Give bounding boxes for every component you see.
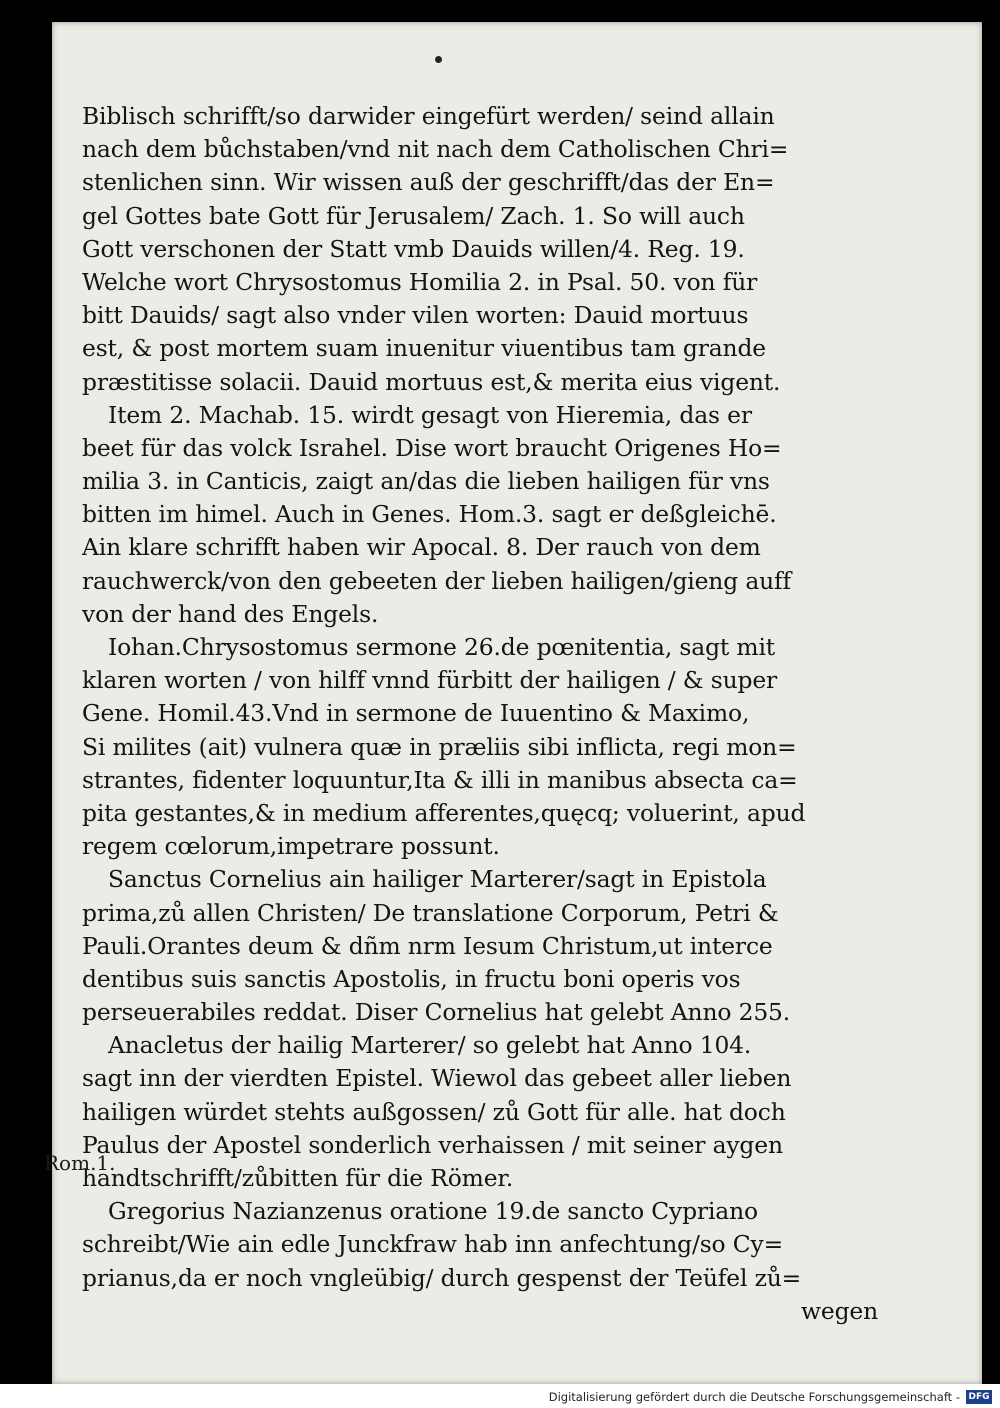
text-line-paragraph-start: Item 2. Machab. 15. wirdt gesagt von Hieremia, das er [108,400,752,429]
text-line: beet für das volck Israhel. Dise wort braucht Origenes Ho= [82,433,782,462]
text-line-paragraph-start: Anacletus der hailig Marterer/ so gelebt hat Anno 104. [108,1031,752,1060]
page-text-block [82,100,882,1328]
text-line: rauchwerck/von den gebeeten der lieben hailigen/gieng auff [82,566,792,595]
text-line: prima,zů allen Christen/ De translatione Corporum, Petri & [82,898,779,927]
text-line: Welche wort Chrysostomus Homilia 2. in Psal. 50. von für [82,267,758,296]
text-line: milia 3. in Canticis, zaigt an/das die lieben hailigen für vns [82,467,770,496]
text-line: sagt inn der vierdten Epistel. Wiewol das gebeet aller lieben [82,1064,792,1093]
text-line: hailigen würdet stehts außgossen/ zů Gott für alle. hat doch [82,1097,786,1126]
footer-credit: Digitalisierung gefördert durch die Deutsche Forschungsgemeinschaft - [548,1390,960,1404]
footer-bar [0,1384,1000,1408]
text-line: handtschrifft/zůbitten für die Römer. [82,1164,514,1192]
text-line: præstitisse solacii. Dauid mortuus est,& merita eius vigent. [82,367,781,396]
text-line: Biblisch schrifft/so darwider eingefürt werden/ seind allain [82,102,775,130]
text-line: est, & post mortem suam inuenitur viuentibus tam grande [82,334,766,363]
text-line: dentibus suis sanctis Apostolis, in fructu boni operis vos [82,964,741,993]
text-line: von der hand des Engels. [82,599,379,628]
text-line: stenlichen sinn. Wir wissen auß der geschrifft/das der En= [82,168,775,197]
dfg-logo-icon: DFG [966,1390,992,1404]
text-line: Gott verschonen der Statt vmb Dauids willen/4. Reg. 19. [82,234,745,263]
text-line: perseuerabiles reddat. Diser Cornelius hat gelebt Anno 255. [82,998,791,1027]
text-line-paragraph-start: Sanctus Cornelius ain hailiger Marterer/sagt in Epistola [108,865,767,894]
text-line: nach dem bůchstaben/vnd nit nach dem Catholischen Chri= [82,135,789,164]
text-line-paragraph-start: Gregorius Nazianzenus oratione 19.de sancto Cypriano [108,1197,758,1226]
text-line: Gene. Homil.43.Vnd in sermone de Iuuentino & Maximo, [82,699,750,728]
text-line: prianus,da er noch vngleübig/ durch gespenst der Teüfel zů= [82,1263,802,1292]
text-line-catchword: wegen [801,1296,878,1325]
text-line: schreibt/Wie ain edle Junckfraw hab inn anfechtung/so Cy= [82,1230,784,1259]
text-line: regem cœlorum,impetrare possunt. [82,832,500,861]
text-line: Pauli.Orantes deum & dñm nrm Iesum Christum,ut interce [82,931,773,960]
text-line: Ain klare schrifft haben wir Apocal. 8. Der rauch von dem [82,533,761,562]
text-line: pita gestantes,& in medium afferentes,quęcq; voluerint, apud [82,798,806,827]
page-dot-mark [435,56,442,63]
margin-note: Rom.1. [44,1151,116,1175]
text-line: bitten im himel. Auch in Genes. Hom.3. sagt er deßgleichē. [82,500,777,529]
text-line: klaren worten / von hilff vnnd fürbitt der hailigen / & super [82,666,778,695]
text-line-paragraph-start: Iohan.Chrysostomus sermone 26.de pœnitentia, sagt mit [108,633,776,661]
text-line: gel Gottes bate Gott für Jerusalem/ Zach. 1. So will auch [82,201,745,230]
text-line: strantes, fidenter loquuntur,Ita & illi in manibus absecta ca= [82,765,798,794]
text-line: Si milites (ait) vulnera quæ in præliis sibi inflicta, regi mon= [82,732,797,761]
text-line: bitt Dauids/ sagt also vnder vilen worten: Dauid mortuus [82,301,749,330]
text-line: Paulus der Apostel sonderlich verhaissen / mit seiner aygen [82,1130,783,1159]
